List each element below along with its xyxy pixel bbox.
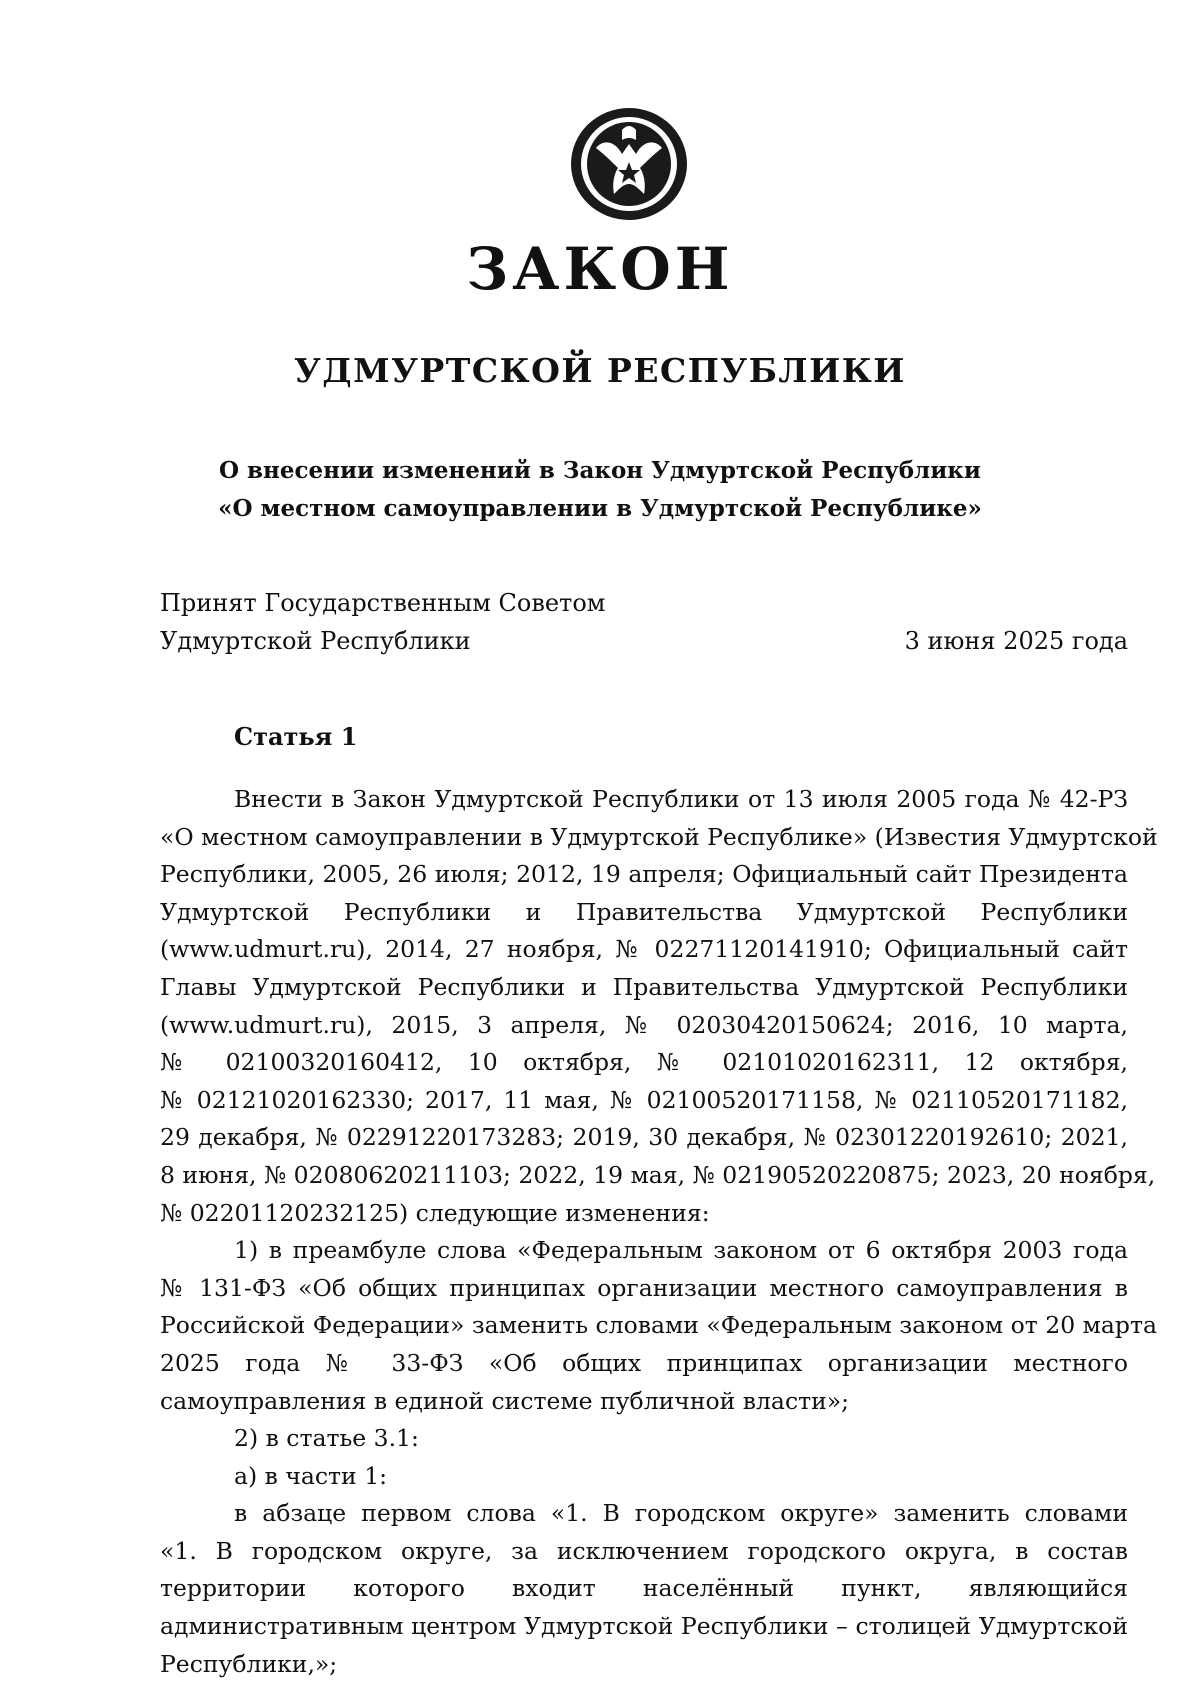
text-line: 2) в статье 3.1:: [234, 1424, 419, 1453]
text-line: Внести в Закон Удмуртской Республики от 13 июля 2005 года № 42-РЗ: [234, 785, 1128, 813]
coat-of-arms-icon: [566, 104, 692, 224]
text-line: № 131-ФЗ «Об общих принципах организации местного самоуправления в: [160, 1273, 1128, 1302]
heading-line: О внесении изменений в Закон Удмуртской Республики: [219, 457, 981, 484]
adoption-line: Принят Государственным Советом: [160, 589, 606, 617]
heading-line: «О местном самоуправлении в Удмуртской Республике»: [218, 495, 982, 522]
article-title: Статья 1: [234, 722, 358, 751]
text-line: в абзаце первом слова «1. В городском округе» заменить словами: [234, 1499, 1128, 1528]
adoption-date: 3 июня 2025 года: [904, 627, 1128, 655]
text-line: 2025 года № 33-ФЗ «Об общих принципах организации местного: [160, 1348, 1128, 1377]
text-line: (www.udmurt.ru), 2014, 27 ноября, № 02271120141910; Официальный сайт: [160, 935, 1128, 964]
text-line: самоуправления в единой системе публичной власти»;: [160, 1386, 850, 1415]
text-line: Республики,»;: [160, 1649, 338, 1678]
text-line: (www.udmurt.ru), 2015, 3 апреля, № 02030420150624; 2016, 10 марта,: [160, 1010, 1128, 1039]
text-line: № 02100320160412, 10 октября, № 02101020162311, 12 октября,: [160, 1048, 1128, 1077]
text-line: № 02121020162330; 2017, 11 мая, № 02100520171158, № 02110520171182,: [160, 1085, 1128, 1114]
text-line: Главы Удмуртской Республики и Правительства Удмуртской Республики: [160, 972, 1128, 1001]
document-subtitle: УДМУРТСКОЙ РЕСПУБЛИКИ: [294, 351, 906, 390]
text-line: Республики, 2005, 26 июля; 2012, 19 апреля; Официальный сайт Президента: [160, 860, 1128, 889]
adoption-line: Удмуртской Республики: [160, 627, 471, 655]
document-title: ЗАКОН: [466, 235, 734, 303]
adoption-authority: [160, 584, 605, 660]
text-line: 8 июня, № 02080620211103; 2022, 19 мая, № 02190520220875; 2023, 20 ноября,: [160, 1160, 1156, 1189]
text-line: Удмуртской Республики и Правительства Удмуртской Республики: [160, 897, 1128, 926]
text-line: 29 декабря, № 02291220173283; 2019, 30 декабря, № 02301220192610; 2021,: [160, 1123, 1128, 1152]
text-line: Российской Федерации» заменить словами «Федеральным законом от 20 марта: [160, 1311, 1157, 1340]
text-line: а) в части 1:: [234, 1461, 388, 1490]
law-heading: [0, 452, 1200, 528]
text-line: территории которого входит населённый пункт, являющийся: [160, 1574, 1128, 1603]
text-line: административным центром Удмуртской Республики – столицей Удмуртской: [160, 1612, 1128, 1641]
text-line: 1) в преамбуле слова «Федеральным законом от 6 октября 2003 года: [234, 1236, 1128, 1265]
article-body: [160, 781, 1158, 1683]
text-line: № 02201120232125) следующие изменения:: [160, 1198, 710, 1227]
text-line: «О местном самоуправлении в Удмуртской Республике» (Известия Удмуртской: [160, 822, 1158, 851]
text-line: «1. В городском округе, за исключением городского округа, в состав: [160, 1536, 1128, 1565]
